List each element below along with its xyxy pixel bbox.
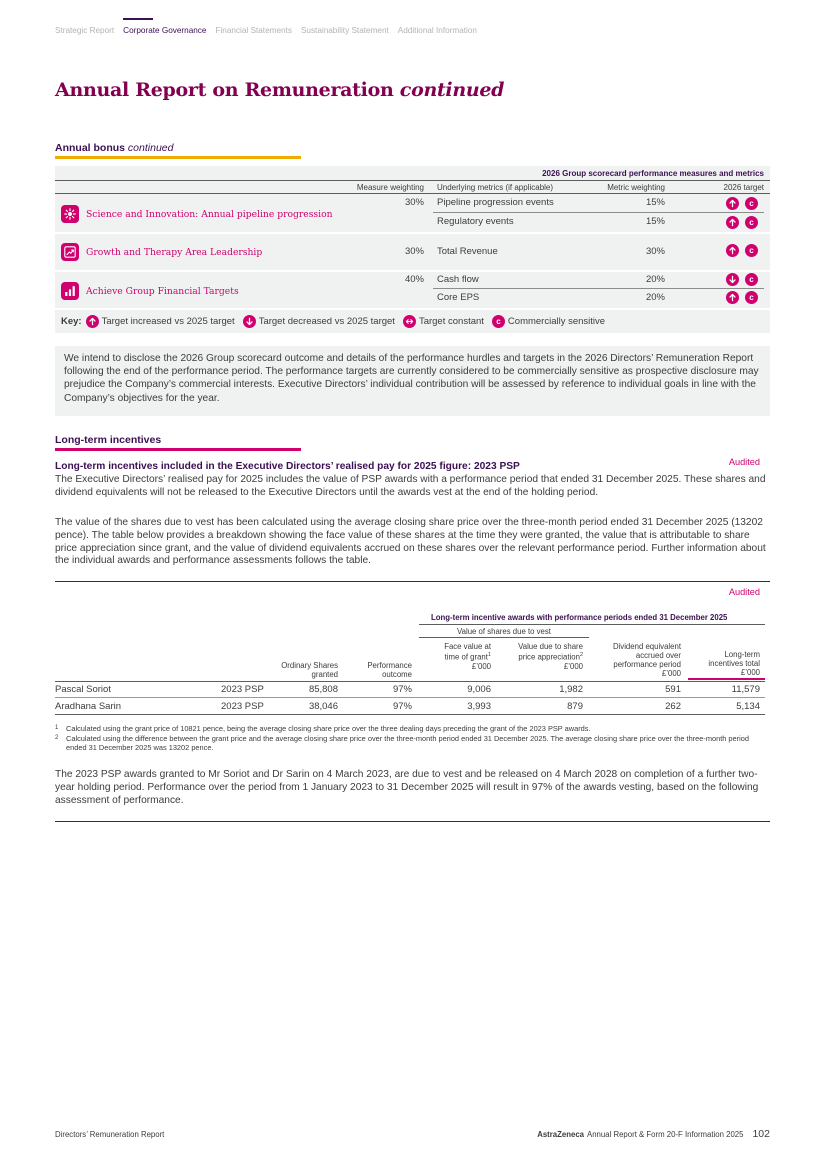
arrow-down-icon — [726, 273, 739, 286]
metric-weighting: 15% — [645, 216, 665, 227]
lti-subheading: Long-term incentives included in the Executive Directors’ realised pay for 2025 figure: 2023 PSP — [55, 461, 520, 472]
arrow-up-icon — [86, 315, 99, 328]
header-performance-outcome: Performance outcome — [367, 661, 412, 679]
commercially-sensitive-icon: c — [745, 291, 758, 304]
nav-sustainability-statement[interactable]: Sustainability Statement — [300, 26, 389, 35]
lti-subtitle-rule — [419, 637, 589, 638]
metric-name: Regulatory events — [437, 216, 514, 227]
row-rule — [55, 697, 765, 698]
commercially-sensitive-icon: c — [745, 244, 758, 257]
commercially-sensitive-icon: c — [745, 273, 758, 286]
nav-strategic-report[interactable]: Strategic Report — [55, 26, 115, 35]
lti-paragraph-2: The value of the shares due to vest has been calculated using the average closing share price over the three-month period ended 31 December 2025 (13202 pence). The table below provides a breakdown showing the face value of these shares at the time they were granted, the value that is attributable to share price appreciation since grant, and the value of dividend equivalents accrued on these shares over the relevant performance period. Further information about the individual awards and performance assessments follows the table. — [55, 517, 766, 567]
audited-label: Audited — [728, 587, 760, 597]
metric-weighting: 20% — [645, 292, 665, 303]
header-ordinary-shares: Ordinary Shares granted — [281, 661, 338, 679]
arrow-up-icon — [726, 244, 739, 257]
sparkle-icon — [61, 205, 79, 223]
measure-growth-therapy — [61, 243, 262, 261]
page-title — [55, 79, 504, 101]
table-bottom-rule — [55, 714, 765, 715]
key-label: Key: — [61, 316, 82, 327]
row-rule — [433, 288, 764, 289]
total-column-accent — [688, 678, 765, 680]
lti-underline — [55, 448, 301, 451]
row-shares: 38,046 — [308, 701, 338, 712]
group-divider — [55, 308, 770, 310]
scorecard-table — [55, 166, 770, 333]
metric-weighting: 15% — [645, 197, 665, 208]
footer-doc-title: Annual Report & Form 20-F Information 2025 — [587, 1130, 744, 1139]
lti-subtitle: Value of shares due to vest — [457, 627, 551, 636]
measure-label: Science and Innovation: Annual pipeline progression — [86, 208, 333, 220]
footnote-2: 2 Calculated using the difference between the grant price and the average closing share price over the three-month period ended 31 December 2025. The average closing share price over the three-month period ended 31 December 2025 was 13202 pence. — [55, 734, 749, 753]
commercially-sensitive-icon: c — [745, 197, 758, 210]
page-title-suffix: continued — [399, 79, 505, 101]
header-bottom-rule — [55, 681, 765, 682]
row-appreciation: 879 — [567, 701, 583, 712]
arrow-up-icon — [726, 291, 739, 304]
footer-brand: AstraZeneca — [537, 1130, 585, 1139]
row-dividend: 591 — [665, 684, 681, 695]
metric-name: Core EPS — [437, 292, 480, 303]
row-plan: 2023 PSP — [221, 701, 264, 712]
measure-label: Growth and Therapy Area Leadership — [86, 246, 263, 258]
row-total: 5,134 — [736, 701, 760, 712]
lti-table-title: Long-term incentive awards with performance periods ended 31 December 2025 — [431, 613, 728, 622]
annual-bonus-underline — [55, 156, 301, 159]
arrow-up-icon — [726, 197, 739, 210]
disclosure-panel: We intend to disclose the 2026 Group scorecard outcome and details of the performance hurdles and targets in the 2026 Directors’ Remuneration Report following the end of the performance period. The performance targets are currently considered to be commercially sensitive as prospective disclosure may prejudice the Company’s commercial interests. Executive Directors’ individual contribution will be assessed by reference to individual goals in line with the Company’s objectives for the year. — [55, 346, 770, 416]
row-name: Pascal Soriot — [55, 684, 111, 695]
metric-name: Pipeline progression events — [437, 197, 554, 208]
col-2026-target: 2026 target — [723, 183, 764, 192]
table-top-rule — [55, 581, 770, 582]
col-measure-weighting: Measure weighting — [356, 183, 424, 192]
row-rule — [433, 212, 764, 213]
metric-weighting: 30% — [645, 246, 665, 257]
section-nav — [55, 26, 486, 35]
metric-name: Cash flow — [437, 274, 479, 285]
audited-label: Audited — [728, 457, 760, 467]
scorecard-header-rule — [55, 193, 770, 194]
key-sensitive: Commercially sensitive — [507, 316, 606, 327]
page-number: 102 — [752, 1128, 770, 1140]
col-underlying-metrics: Underlying metrics (if applicable) — [437, 183, 554, 192]
header-lti-total: Long-term incentives total £’000 — [708, 650, 760, 677]
measure-label: Achieve Group Financial Targets — [86, 285, 239, 297]
key-decreased: Target decreased vs 2025 target — [258, 316, 395, 327]
annual-bonus-heading — [55, 142, 173, 154]
col-metric-weighting: Metric weighting — [607, 183, 665, 192]
scorecard-title: 2026 Group scorecard performance measures and metrics — [542, 169, 764, 178]
row-shares: 85,808 — [308, 684, 338, 695]
scorecard-key — [61, 315, 613, 328]
arrow-up-icon — [726, 216, 739, 229]
row-dividend: 262 — [665, 701, 681, 712]
footnote-1: 1 Calculated using the grant price of 10821 pence, being the average closing share price over the three dealing days preceding the grant of the 2023 PSP awards. — [55, 724, 591, 733]
measure-group-financial — [61, 282, 239, 300]
key-increased: Target increased vs 2025 target — [101, 316, 235, 327]
footer-section-name: Directors’ Remuneration Report — [55, 1130, 165, 1139]
annual-bonus-heading-text: Annual bonus — [55, 142, 125, 154]
arrows-horizontal-icon — [403, 315, 416, 328]
measure-weighting: 30% — [404, 246, 424, 257]
annual-bonus-heading-suffix: continued — [127, 142, 174, 154]
arrow-down-icon — [243, 315, 256, 328]
header-dividend-equivalent: Dividend equivalent accrued over performance period £’000 — [612, 642, 681, 678]
lti-paragraph-3: The 2023 PSP awards granted to Mr Soriot and Dr Sarin on 4 March 2023, are due to vest and be released on 4 March 2028 on completion of a further two-year holding period. Performance over the period from 1 January 2023 to 31 December 2025 will result in 97% of the awards vesting, based on the following assessment of performance. — [55, 769, 759, 806]
lti-heading: Long-term incentives — [55, 434, 162, 446]
lti-paragraph-1: The Executive Directors’ realised pay for 2025 includes the value of PSP awards with a performance period that ended 31 December 2025. These shares and dividend equivalents will not be released to the Executive Directors until the awards vest at the end of the holding period. — [55, 474, 766, 498]
nav-financial-statements[interactable]: Financial Statements — [215, 26, 292, 35]
measure-science-innovation — [61, 205, 333, 223]
footer-doc-info — [537, 1128, 770, 1140]
scorecard-title-rule — [55, 180, 770, 181]
row-plan: 2023 PSP — [221, 684, 264, 695]
metric-weighting: 20% — [645, 274, 665, 285]
header-face-value: Face value at time of grant$^1$ £’000 — [444, 642, 491, 671]
nav-corporate-governance[interactable]: Corporate Governance — [123, 26, 207, 35]
row-outcome: 97% — [392, 701, 412, 712]
lti-title-rule — [419, 624, 765, 625]
row-appreciation: 1,982 — [559, 684, 583, 695]
measure-weighting: 40% — [404, 274, 424, 285]
row-total: 11,579 — [731, 684, 760, 695]
measure-weighting: 30% — [404, 197, 424, 208]
metric-name: Total Revenue — [437, 246, 498, 257]
row-name: Aradhana Sarin — [55, 701, 122, 712]
group-divider — [55, 232, 770, 234]
row-face-value: 9,006 — [467, 684, 491, 695]
key-constant: Target constant — [418, 316, 484, 327]
page-title-main: Annual Report on Remuneration — [55, 79, 394, 101]
growth-chart-icon — [61, 243, 79, 261]
nav-additional-information[interactable]: Additional Information — [397, 26, 477, 35]
row-outcome: 97% — [392, 684, 412, 695]
commercially-sensitive-icon: c — [492, 315, 505, 328]
commercially-sensitive-icon: c — [745, 216, 758, 229]
bar-chart-icon — [61, 282, 79, 300]
header-share-price-appreciation: Value due to share price appreciation$^2$ £’000 — [518, 642, 583, 671]
section-bottom-rule — [55, 821, 770, 822]
row-face-value: 3,993 — [467, 701, 491, 712]
group-divider — [55, 270, 770, 272]
